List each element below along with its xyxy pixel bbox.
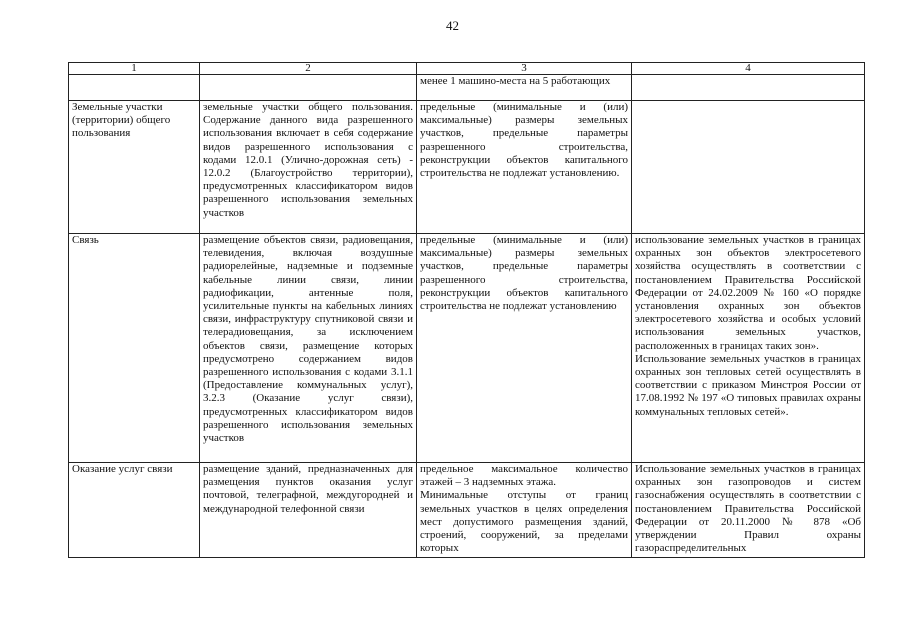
table-header-row (69, 63, 865, 75)
use-name-cell: Оказание услуг связи (69, 463, 200, 558)
table-row (69, 234, 865, 463)
table-row (69, 101, 865, 234)
land-use-table (68, 62, 865, 558)
use-name-cell: Земельные участки (территории) общего пользования (69, 101, 200, 234)
use-description-cell (200, 101, 417, 234)
parameters-box (420, 463, 628, 557)
restrictions-cell (632, 463, 865, 558)
parameters-cell: предельные (минимальные и (или) максимальные) размеры земельных участков, предельные параметры разрешенного строительства, реконструкции объектов капитального строительства не подлежат установлению. (417, 101, 632, 234)
use-description-text: земельные участки общего пользования. Содержание данного вида разрешенного использования включает в себя содержание видов разрешенного использования с кодами 12.0.1 (Улично-дорожная сеть) - 12.0.2 (Благоустройство территории), предусмотренных классификатором видов разрешенного использования земельных участков (203, 101, 413, 219)
parameters-text: менее 1 машино-места на 5 работающих (420, 75, 611, 87)
restrictions-cell (632, 234, 865, 463)
use-name-cell (69, 75, 200, 101)
parameters-cell (417, 463, 632, 558)
restrictions-paragraph-2: Использование земельных участков в границах охранных зон тепловых сетей осуществлять в соответствии с приказом Минстроя России от 17.08.1992 № 197 «О типовых правилах охраны коммунальных тепловых сетей». (635, 352, 861, 418)
column-header-3: 3 (417, 63, 632, 75)
parameters-paragraph-2: Минимальные отступы от границ земельных участков в целях определения мест допустимого размещения зданий, строений, сооружений, за пределами которых (420, 489, 628, 555)
use-description-text: размещение объектов связи, радиовещания, телевидения, включая воздушные радиорелейные, надземные и подземные кабельные линии связи, линии радиофикации, антенные поля, усилительные пункты на кабельных линиях связи, инфраструктуру спутниковой связи и телерадиовещания, за исключением объектов связи, размещение которых предусмотрено содержанием видов разрешенного использования с кодами 3.1.1 (Предоставление коммунальных услуг), 3.2.3 (Оказание услуг связи), предусмотренных классификатором видов разрешенного использования земельных участков (203, 234, 413, 445)
restrictions-box (635, 234, 861, 462)
restrictions-text: Использование земельных участков в границах охранных зон газопроводов и систем газоснабжения осуществлять в соответствии с постановлением Правительства Российской Федерации от 20.11.2000 № 878 «Об утверждении Правил охраны газораспределительных (635, 463, 861, 555)
column-header-4: 4 (632, 63, 865, 75)
column-header-2: 2 (200, 63, 417, 75)
column-header-1: 1 (69, 63, 200, 75)
use-name-cell: Связь (69, 234, 200, 463)
table-row (69, 463, 865, 558)
page-number: 42 (446, 18, 459, 33)
table-row (69, 75, 865, 101)
parameters-cell (417, 75, 632, 101)
restrictions-cell (632, 75, 865, 101)
parameters-paragraph-1: предельное максимальное количество этажей – 3 надземных этажа. (420, 463, 628, 489)
use-description-cell: размещение зданий, предназначенных для размещения пунктов оказания услуг почтовой, телеграфной, междугородней и международной телефонной связи (200, 463, 417, 558)
restrictions-cell (632, 101, 865, 234)
restrictions-paragraph-1: использование земельных участков в границах охранных зон объектов электросетевого хозяйства осуществлять в соответствии с постановлением Правительства Российской Федерации от 24.02.2009 № 160 «О порядке установления охранных зон объектов электросетевого хозяйства и особых условий использования земельных участков, расположенных в границах таких зон». (635, 234, 861, 352)
use-description-cell (200, 75, 417, 101)
use-description-cell (200, 234, 417, 463)
parameters-cell: предельные (минимальные и (или) максимальные) размеры земельных участков, предельные параметры разрешенного строительства, реконструкции объектов капитального строительства не подлежат установлению (417, 234, 632, 463)
